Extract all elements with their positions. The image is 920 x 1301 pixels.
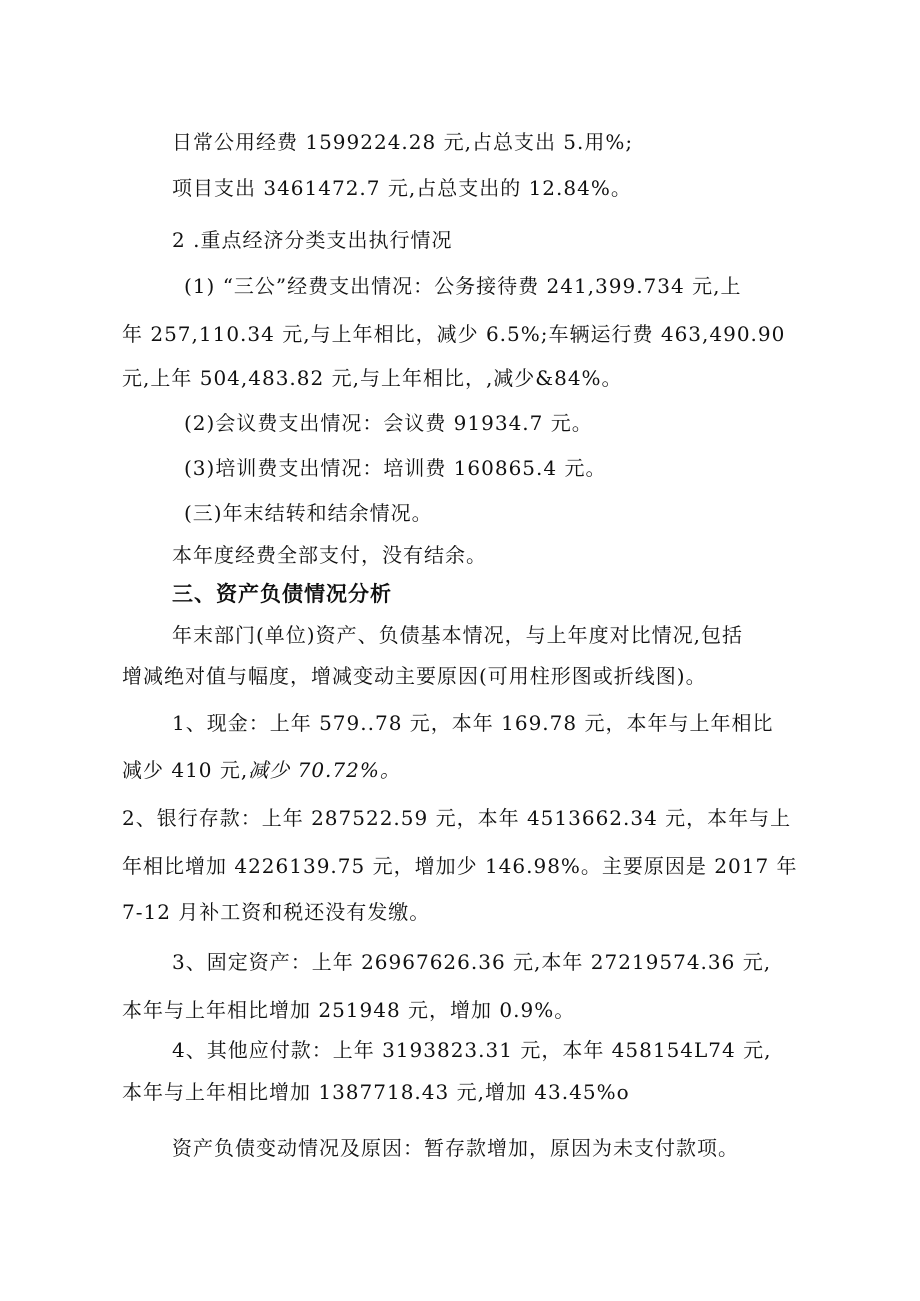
text-line-section-2: 2 .重点经济分类支出执行情况	[172, 228, 453, 252]
text-line-project-expense: 项目支出 3461472.7 元,占总支出的 12.84%。	[172, 176, 632, 200]
section-heading-assets: 三、资产负债情况分析	[172, 582, 392, 606]
cash-decrease-percent: 减少 70.72%。	[248, 758, 401, 782]
text-line-no-balance: 本年度经费全部支付，没有结余。	[172, 543, 487, 567]
text-line-fixed-assets-2: 本年与上年相比增加 251948 元，增加 0.9%。	[122, 998, 576, 1022]
text-line-daily-expense: 日常公用经费 1599224.28 元,占总支出 5.用%;	[172, 130, 634, 154]
text-line-payables-2: 本年与上年相比增加 1387718.43 元,增加 43.45%o	[122, 1080, 630, 1104]
text-line-fixed-assets-1: 3、固定资产：上年 26967626.36 元,本年 27219574.36 元,	[172, 950, 772, 974]
text-line-cash-2	[122, 756, 401, 784]
text-line-training-fee: (3)培训费支出情况：培训费 160865.4 元。	[184, 456, 607, 480]
text-line-three-public-2: 年 257,110.34 元,与上年相比，减少 6.5%;车辆运行费 463,490.90	[122, 322, 786, 346]
text-line-meeting-fee: (2)会议费支出情况：会议费 91934.7 元。	[184, 411, 593, 435]
text-line-assets-intro-1: 年末部门(单位)资产、负债基本情况，与上年度对比情况,包括	[172, 623, 743, 647]
text-line-three-public-1: (1) “三公”经费支出情况：公务接待费 241,399.734 元,上	[184, 274, 742, 298]
cash-decrease-amount: 减少 410 元,	[122, 758, 249, 782]
text-line-three-public-3: 元,上年 504,483.82 元,与上年相比，,减少&84%。	[122, 366, 623, 390]
text-line-bank-2: 年相比增加 4226139.75 元，增加少 146.98%。主要原因是 2017 年	[122, 854, 798, 878]
text-line-payables-1: 4、其他应付款：上年 3193823.31 元，本年 458154L74 元,	[172, 1038, 772, 1062]
text-line-bank-3: 7-12 月补工资和税还没有发缴。	[122, 900, 431, 924]
text-line-carryover: (三)年末结转和结余情况。	[184, 501, 433, 525]
text-line-bank-1: 2、银行存款：上年 287522.59 元，本年 4513662.34 元，本年与上	[122, 806, 792, 830]
text-line-changes-reason: 资产负债变动情况及原因：暂存款增加，原因为未支付款项。	[172, 1136, 739, 1160]
text-line-cash-1: 1、现金：上年 579..78 元，本年 169.78 元，本年与上年相比	[172, 711, 774, 735]
text-line-assets-intro-2: 增减绝对值与幅度，增减变动主要原因(可用柱形图或折线图)。	[122, 664, 707, 688]
